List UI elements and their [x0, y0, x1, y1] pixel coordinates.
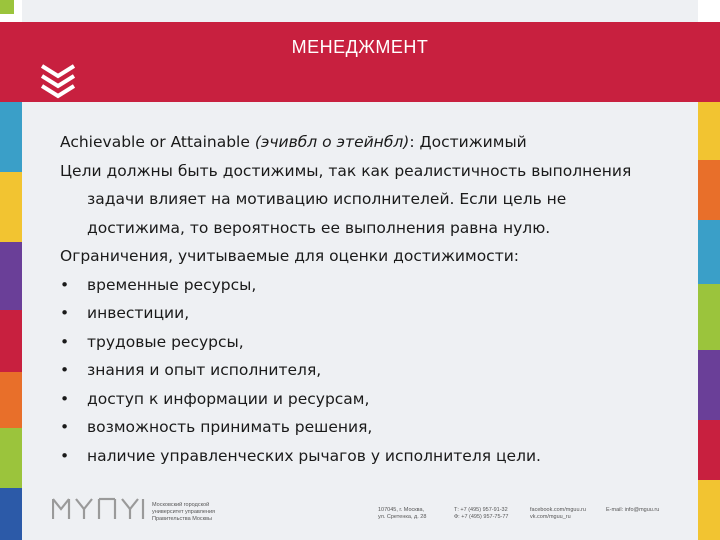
- footer-address-line: 107045, г. Москва,: [378, 507, 425, 513]
- list-item-text: возможность принимать решения,: [87, 418, 373, 436]
- list-item-text: инвестиции,: [87, 304, 190, 322]
- footer-phone-line: Т: +7 (495) 957-91-32: [454, 507, 508, 513]
- heading-term: Achievable or Attainable: [60, 133, 250, 151]
- list-item-text: трудовые ресурсы,: [87, 332, 244, 351]
- page-title: МЕНЕДЖМЕНТ: [291, 37, 429, 57]
- content-heading: [60, 128, 670, 157]
- university-logo: [52, 497, 148, 521]
- list-item: [60, 442, 670, 471]
- slide-content: [60, 128, 670, 470]
- heading-colon: :: [409, 133, 415, 151]
- footer-address: [378, 507, 426, 521]
- list-item-text: наличие управленческих рычагов у исполнителя цели.: [87, 446, 541, 465]
- corner-accent: [0, 0, 14, 14]
- footer-email: E-mail: info@mguu.ru: [606, 507, 660, 513]
- footer-social-line: vk.com/mguu_ru: [530, 514, 571, 520]
- paragraph-line: задачи влияет на мотивацию исполнителей. Если цель не: [87, 190, 567, 208]
- bullet-mark: •: [60, 275, 70, 294]
- list-item: [60, 271, 670, 300]
- footer-org-line: Правительства Москвы: [152, 516, 212, 522]
- list-item-text: временные ресурсы,: [87, 275, 257, 294]
- heading-transcription: (эчивбл о этейнбл): [254, 133, 410, 151]
- list-item: [60, 299, 670, 328]
- list-item: [60, 385, 670, 414]
- bullet-mark: •: [60, 446, 70, 465]
- heading-translation: Достижимый: [419, 133, 527, 151]
- bullet-mark: •: [60, 332, 70, 351]
- bullet-mark: •: [60, 418, 70, 436]
- footer-address-line: ул. Сретенка, д. 28: [378, 514, 427, 520]
- list-item-text: доступ к информации и ресурсам,: [87, 389, 370, 408]
- footer-social-line: facebook.com/mguu.ru: [530, 507, 586, 513]
- footer-org-line: университет управления: [152, 509, 216, 515]
- bullet-mark: •: [60, 361, 70, 379]
- bullet-mark: •: [60, 304, 70, 322]
- footer: [52, 494, 682, 528]
- footer-phone-line: Ф: +7 (495) 957-75-77: [454, 514, 509, 520]
- bullet-mark: •: [60, 389, 70, 408]
- constraints-intro: Ограничения, учитываемые для оценки достижимости:: [60, 247, 520, 265]
- list-item: [60, 328, 670, 357]
- chevron-down-icon: [38, 62, 78, 102]
- footer-org-line: Московский городской: [152, 502, 210, 508]
- list-item: [60, 356, 670, 385]
- list-item: [60, 413, 670, 442]
- header-band: [0, 22, 720, 102]
- footer-social: [530, 507, 586, 521]
- footer-org: [152, 502, 215, 523]
- paragraph-line: достижима, то вероятность ее выполнения равна нулю.: [87, 218, 551, 237]
- list-item-text: знания и опыт исполнителя,: [87, 361, 322, 379]
- footer-phones: [454, 507, 508, 521]
- paragraph-line: Цели должны быть достижимы, так как реалистичность выполнения: [60, 161, 632, 180]
